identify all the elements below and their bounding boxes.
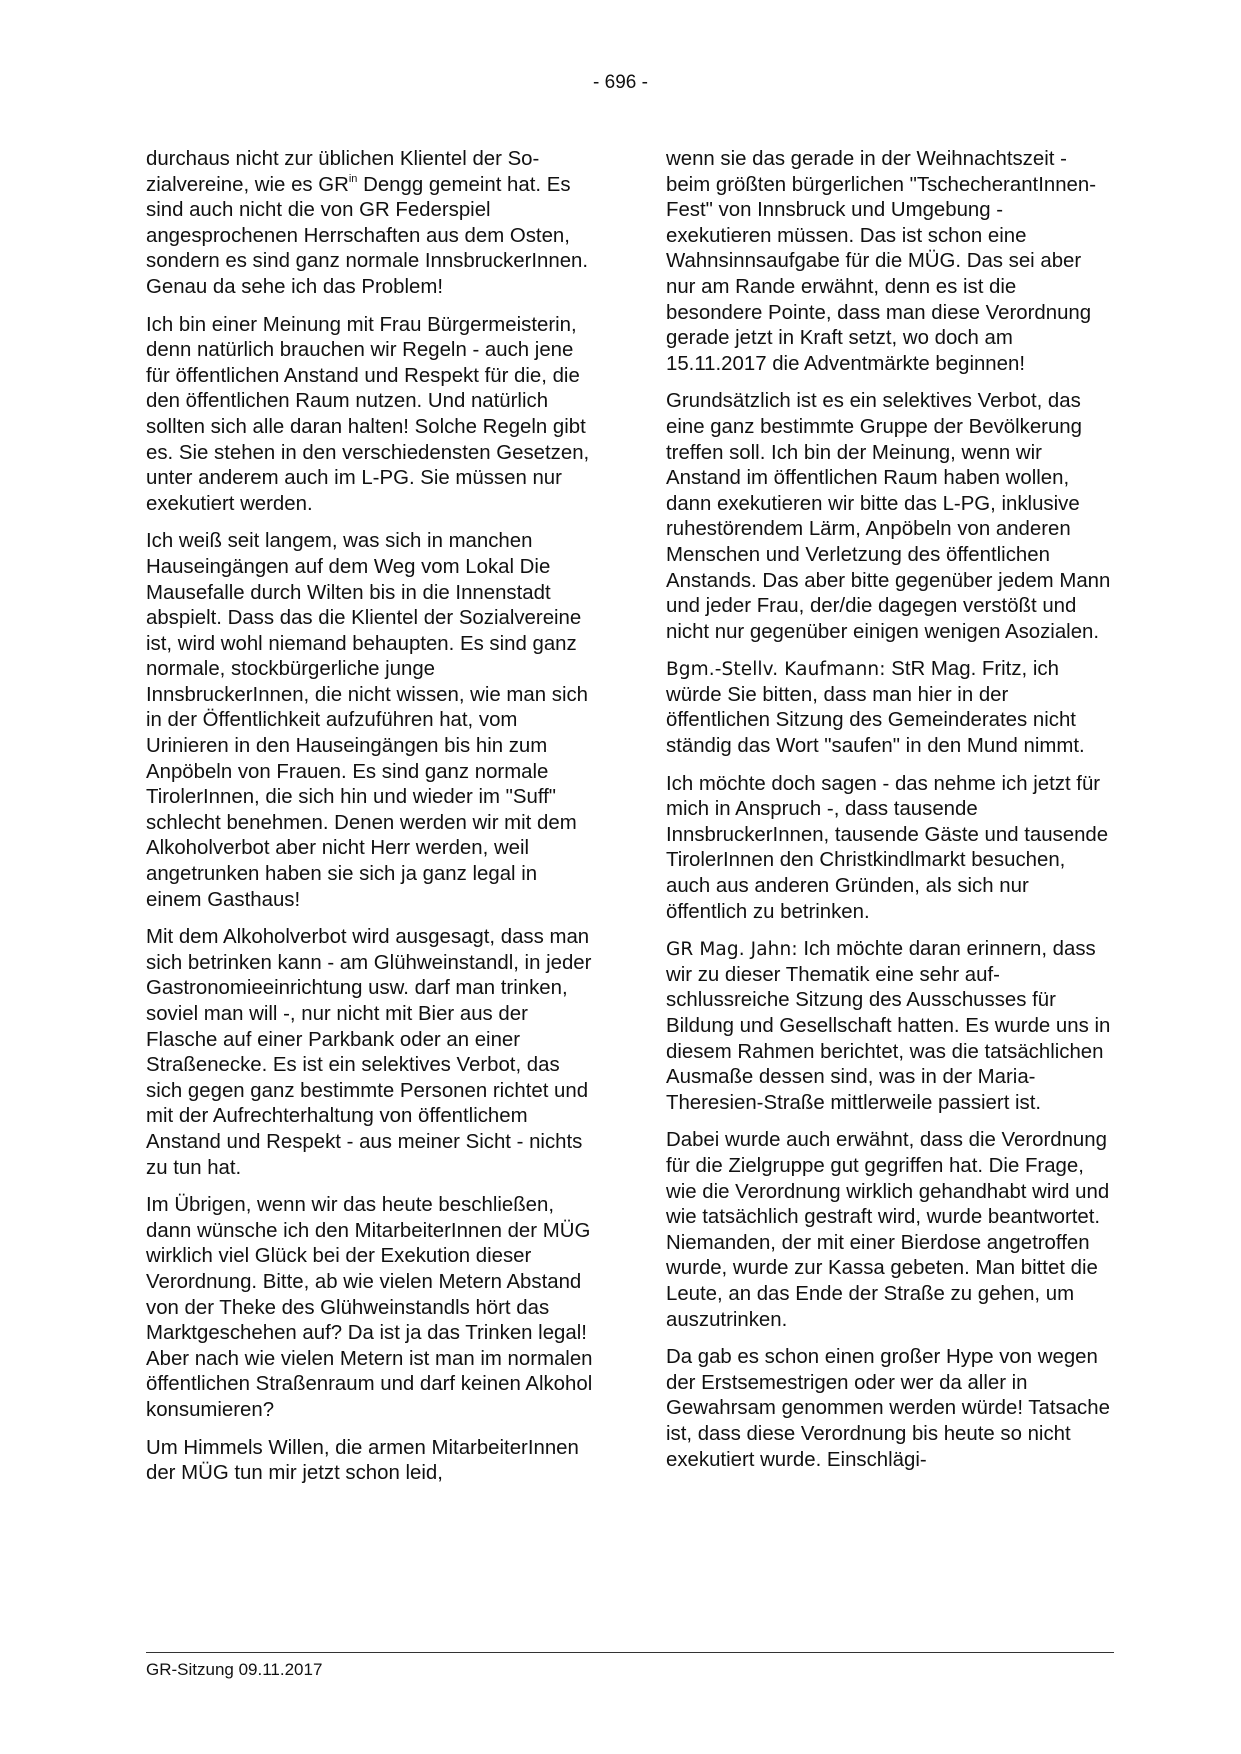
paragraph — [666, 937, 1114, 1116]
paragraph — [146, 147, 594, 301]
paragraph: Grundsätzlich ist es ein selektives Verbot, das eine ganz bestimmte Gruppe der Bevölkerung treffen soll. Ich bin der Meinung, wenn wir Anstand im öffentlichen Raum haben wollen, dann exekutieren wir bitte das L-PG, inklusive ruhestörendem Lärm, Anpöbeln von anderen Menschen und Verletzung des öffentlichen Anstands. Das aber bitte gegenüber jedem Mann und jeder Frau, der/die dagegen verstößt und nicht nur gegenüber einigen wenigen Asozialen. — [666, 390, 1111, 643]
paragraph: Mit dem Alkoholverbot wird ausgesagt, dass man sich betrinken kann - am Glühweinstandl, in jeder Gastronomieeinrichtung usw. darf man trinken, soviel man will -, nur nicht mit Bier aus der Flasche auf einer Parkbank oder an einer Straßenecke. Es ist ein selektives Verbot, das sich gegen ganz bestimmte Personen richtet und mit der Aufrechterhaltung von öffentlichem Anstand und Respekt - aus meiner Sicht - nichts zu tun hat. — [146, 926, 592, 1179]
paragraph-text: Ich möchte daran erinnern, dass wir zu dieser Thematik eine sehr aufschlussreiche Sitzung des Ausschusses für Bildung und Gesellschaft hatten. Es wurde uns in diesem Rahmen berichtet, was die tatsächlichen Ausmaße dessen sind, was in der Maria-Theresien-Straße mittlerweile passiert ist. — [666, 938, 1111, 1114]
paragraph — [666, 657, 1114, 759]
paragraph: Im Übrigen, wenn wir das heute beschließen, dann wünsche ich den MitarbeiterInnen der MÜG wirklich viel Glück bei der Exekution dieser Verordnung. Bitte, ab wie vielen Metern Abstand von der Theke des Glühweinstandls hört das Marktgeschehen auf? Da ist ja das Trinken legal! Aber nach wie vielen Metern ist man im normalen öffentlichen Straßenraum und darf keinen Alkohol konsumieren? — [146, 1194, 593, 1421]
footer-divider — [146, 1652, 1114, 1653]
paragraph: Ich bin einer Meinung mit Frau Bürgermeisterin, denn natürlich brauchen wir Regeln - auch jene für öffentlichen Anstand und Respekt für die, die den öffentlichen Raum nutzen. Und natürlich sollten sich alle daran halten! Solche Regeln gibt es. Sie stehen in den verschiedensten Gesetzen, unter anderem auch im L-PG. Sie müssen nur exekutiert werden. — [146, 313, 590, 515]
footer-text: GR-Sitzung 09.11.2017 — [146, 1660, 323, 1679]
page-number: - 696 - — [593, 72, 648, 93]
superscript: in — [348, 172, 358, 185]
paragraph: wenn sie das gerade in der Weihnachtszeit - beim größten bürgerlichen "TschecherantInnen-Fest" von Innsbruck und Umgebung - exekutieren müssen. Das ist schon eine Wahnsinnsaufgabe für die MÜG. Das sei aber nur am Rande erwähnt, denn es ist die besondere Pointe, dass man diese Verordnung gerade jetzt in Kraft setzt, wo doch am 15.11.2017 die Adventmärkte beginnen! — [666, 148, 1097, 375]
paragraph: Dabei wurde auch erwähnt, dass die Verordnung für die Zielgruppe gut gegriffen hat. Die Frage, wie die Verordnung wirklich gehandhabt wird und wie tatsächlich gestraft wird, wurde beantwortet. Niemanden, der mit einer Bierdose angetroffen wurde, wurde zur Kassa gebeten. Man bittet die Leute, an das Ende der Straße zu gehen, um auszutrinken. — [666, 1129, 1110, 1331]
speaker-name: Bgm.-Stellv. Kaufmann: — [666, 659, 886, 681]
right-column — [666, 147, 1114, 1485]
speaker-name: GR Mag. Jahn: — [666, 939, 798, 961]
paragraph: Da gab es schon einen großer Hype von wegen der Erstsemestrigen oder wer da aller in Gewahrsam genommen werden würde! Tatsache ist, dass diese Verordnung bis heute so nicht exekutiert wurde. Einschlägi- — [666, 1346, 1110, 1471]
paragraph-text: StR Mag. Fritz, ich würde Sie bitten, dass man hier in der öffentlichen Sitzung des Gemeinderates nicht ständig das Wort "saufen" in den Mund nimmt. — [666, 658, 1085, 758]
paragraph: Um Himmels Willen, die armen MitarbeiterInnen der MÜG tun mir jetzt schon leid, — [146, 1436, 579, 1485]
paragraph-text: durchaus nicht zur üblichen Klientel der Sozialvereine, wie es GR — [146, 148, 540, 196]
paragraph-text: Dengg gemeint hat. Es sind auch nicht die von GR Federspiel angesprochenen Herrschaften aus dem Osten, sondern es sind ganz normale InnsbruckerInnen. Genau da sehe ich das Problem! — [146, 173, 589, 298]
left-column — [146, 147, 594, 1499]
paragraph: Ich möchte doch sagen - das nehme ich jetzt für mich in Anspruch -, dass tausende InnsbruckerInnen, tausende Gäste und tausende TirolerInnen den Christkindlmarkt besuchen, auch aus anderen Gründen, als sich nur öffentlich zu betrinken. — [666, 772, 1109, 923]
paragraph: Ich weiß seit langem, was sich in manchen Hauseingängen auf dem Weg vom Lokal Die Mausefalle durch Wilten bis in die Innenstadt abspielt. Dass das die Klientel der Sozialvereine ist, wird wohl niemand behaupten. Es sind ganz normale, stockbürgerliche junge InnsbruckerInnen, die nicht wissen, wie man sich in der Öffentlichkeit aufzuführen hat, vom Urinieren in den Hauseingängen bis hin zum Anpöbeln von Frauen. Es sind ganz normale TirolerInnen, die sich hin und wieder im "Suff" schlecht benehmen. Denen werden wir mit dem Alkoholverbot aber nicht Herr werden, weil angetrunken haben sie sich ja ganz legal in einem Gasthaus! — [146, 530, 589, 911]
